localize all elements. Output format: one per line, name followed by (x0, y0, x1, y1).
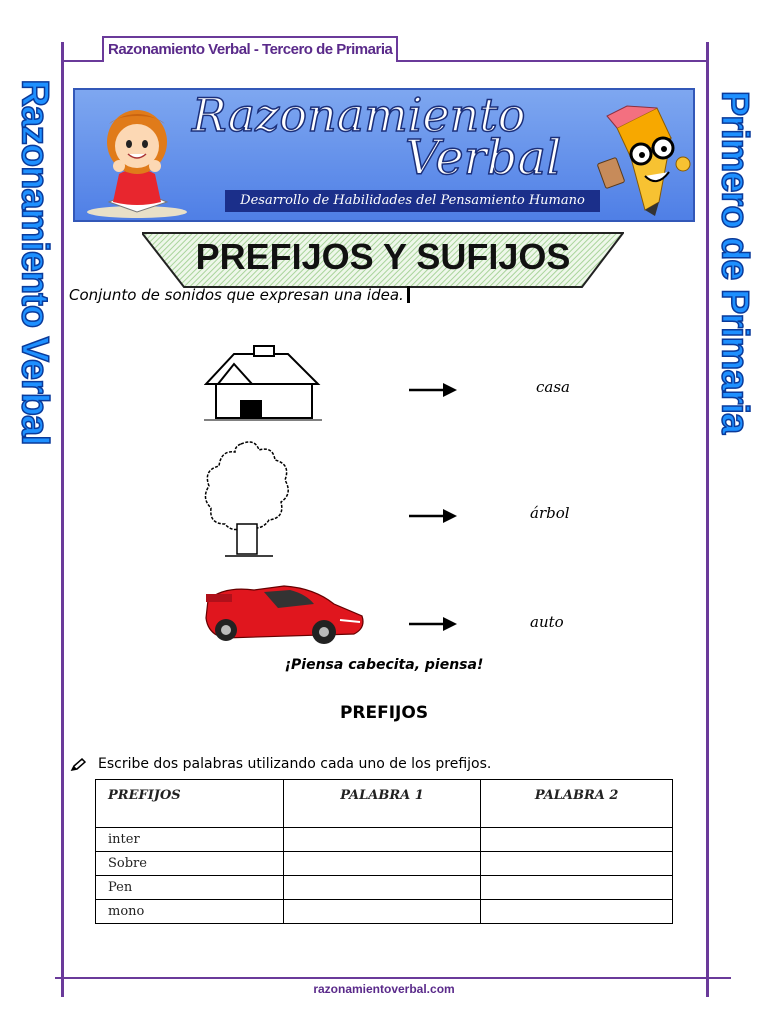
column-header-palabra-2: PALABRA 2 (481, 780, 673, 828)
frame-bottom-line (55, 977, 731, 979)
example-word-arbol: árbol (530, 504, 570, 522)
pencil-mascot-icon (597, 98, 693, 218)
house-icon (204, 340, 322, 422)
arrow-right-icon-casa (409, 383, 457, 397)
pencil-icon (70, 758, 86, 772)
instruction-text: Escribe dos palabras utilizando cada uno de los prefijos. (98, 756, 492, 772)
table-header-row (96, 780, 673, 828)
table-row (96, 900, 673, 924)
arrow-right-icon-arbol (409, 509, 457, 523)
prefix-cell: Sobre (96, 852, 284, 876)
table-row (96, 876, 673, 900)
intro-text (69, 286, 410, 304)
table-row (96, 828, 673, 852)
banner-subtitle: Desarrollo de Habilidades del Pensamiento Humano (225, 190, 600, 212)
example-word-auto: auto (530, 613, 564, 631)
motto-text: ¡Piensa cabecita, piensa! (284, 657, 484, 673)
frame-right-line (706, 42, 709, 997)
word-1-cell[interactable] (283, 876, 481, 900)
banner-title-line1: Razonamiento (192, 88, 526, 142)
section-heading: PREFIJOS (339, 703, 429, 723)
prefix-cell: mono (96, 900, 284, 924)
arrow-right-icon-auto (409, 617, 457, 631)
prefix-table (95, 779, 673, 924)
lesson-title: PREFIJOS Y SUFIJOS (195, 236, 571, 277)
side-title-right: Primero de Primaria (713, 90, 756, 434)
column-header-palabra-1: PALABRA 1 (283, 780, 481, 828)
word-2-cell[interactable] (481, 828, 673, 852)
example-word-casa: casa (536, 378, 570, 396)
table-row (96, 852, 673, 876)
girl-reading-icon (79, 94, 191, 220)
header-tab-title: Razonamiento Verbal - Tercero de Primaria (102, 36, 398, 62)
banner (73, 88, 695, 222)
frame-left-line (61, 42, 64, 997)
car-icon (204, 578, 366, 648)
tree-icon (201, 438, 293, 560)
prefix-cell: inter (96, 828, 284, 852)
word-2-cell[interactable] (481, 852, 673, 876)
word-1-cell[interactable] (283, 852, 481, 876)
word-2-cell[interactable] (481, 876, 673, 900)
intro-sentence: Conjunto de sonidos que expresan una idea. (69, 286, 404, 304)
word-2-cell[interactable] (481, 900, 673, 924)
word-1-cell[interactable] (283, 900, 481, 924)
footer-url[interactable]: razonamientoverbal.com (313, 982, 455, 996)
column-header-prefijos: PREFIJOS (96, 780, 284, 828)
prefix-cell: Pen (96, 876, 284, 900)
banner-title-line2: Verbal (405, 130, 562, 186)
lesson-title-band (142, 232, 624, 288)
text-cursor (407, 286, 410, 303)
side-title-left: Razonamiento Verbal (13, 79, 56, 445)
word-1-cell[interactable] (283, 828, 481, 852)
